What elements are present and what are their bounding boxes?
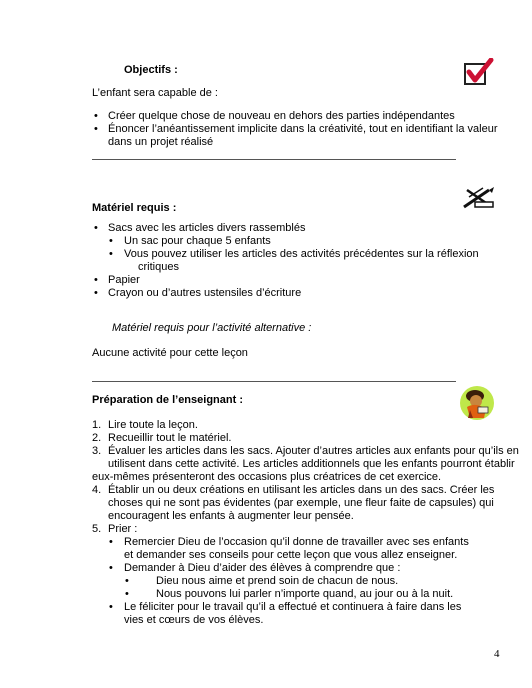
step-text-continued: encouragent les enfants à augmenter leur pensée. [108, 510, 354, 522]
objectif-bullet: Énoncer l’anéantissement implicite dans la créativité, tout en identifiant la valeur [108, 123, 498, 135]
bullet-marker: • [94, 222, 98, 234]
section-divider [92, 381, 456, 382]
objectif-bullet-continued: dans un projet réalisé [108, 136, 214, 148]
checkbox-check-icon [463, 58, 495, 88]
materiel-item: Sacs avec les articles divers rassemblés [108, 222, 306, 234]
step-number: 5. [92, 523, 102, 535]
prayer-subpoint: Nous pouvons lui parler n’importe quand, au jour ou à la nuit. [156, 588, 454, 600]
step-number: 3. [92, 445, 102, 457]
bullet-marker: • [94, 274, 98, 286]
materiel-subitem-continued: critiques [138, 261, 179, 273]
alternative-heading: Matériel requis pour l’activité alternative : [112, 322, 312, 334]
step-text-continued: utilisent dans cette activité. Les articles additionnels que les enfants pourront établir [108, 458, 515, 470]
pencil-tools-icon [461, 186, 495, 210]
section-divider [92, 159, 456, 160]
objectifs-heading: Objectifs : [124, 64, 178, 76]
prayer-subpoint: Dieu nous aime et prend soin de chacun de nous. [156, 575, 399, 587]
step-text: Établir un ou deux créations en utilisant les articles dans un des sacs. Créer les [108, 484, 495, 496]
prayer-item: Le féliciter pour le travail qu’il a effectué et continuera à faire dans les [124, 601, 462, 613]
bullet-marker: • [94, 123, 98, 135]
objectif-bullet: Créer quelque chose de nouveau en dehors des parties indépendantes [108, 110, 455, 122]
step-text: Recueillir tout le matériel. [108, 432, 232, 444]
prayer-item-continued: et demander ses conseils pour cette leçon que vous allez enseigner. [124, 549, 458, 561]
step-number: 1. [92, 419, 102, 431]
objectifs-intro: L’enfant sera capable de : [92, 87, 218, 99]
bullet-marker: • [94, 110, 98, 122]
materiel-item: Crayon ou d’autres ustensiles d’écriture [108, 287, 302, 299]
step-number: 2. [92, 432, 102, 444]
teacher-icon [459, 385, 495, 421]
step-text-continued: eux-mêmes présenteront des occasions plus créatrices de cet exercice. [92, 471, 442, 483]
alternative-text: Aucune activité pour cette leçon [92, 347, 248, 359]
materiel-subitem: Vous pouvez utiliser les articles des activités précédentes sur la réflexion [124, 248, 479, 260]
bullet-marker: • [109, 235, 113, 247]
preparation-heading: Préparation de l’enseignant : [92, 394, 243, 406]
step-text: Évaluer les articles dans les sacs. Ajouter d’autres articles aux enfants pour qu’ils en [108, 445, 519, 457]
step-text-continued: choses qui ne sont pas évidentes (par exemple, une fleur faite de capsules) qui [108, 497, 494, 509]
prayer-item: Remercier Dieu de l’occasion qu’il donne de travailler avec ses enfants [124, 536, 469, 548]
step-text: Prier : [108, 523, 138, 535]
bullet-marker: • [109, 562, 113, 574]
materiel-heading: Matériel requis : [92, 202, 177, 214]
bullet-marker: • [109, 601, 113, 613]
materiel-item: Papier [108, 274, 140, 286]
page-number: 4 [494, 648, 500, 660]
bullet-marker: • [94, 287, 98, 299]
step-text: Lire toute la leçon. [108, 419, 198, 431]
bullet-marker: • [109, 248, 113, 260]
prayer-item-continued: vies et cœurs de vos élèves. [124, 614, 264, 626]
bullet-marker: • [109, 536, 113, 548]
bullet-marker: • [125, 575, 129, 587]
step-number: 4. [92, 484, 102, 496]
bullet-marker: • [125, 588, 129, 600]
prayer-item: Demander à Dieu d’aider des élèves à comprendre que : [124, 562, 401, 574]
materiel-subitem: Un sac pour chaque 5 enfants [124, 235, 271, 247]
